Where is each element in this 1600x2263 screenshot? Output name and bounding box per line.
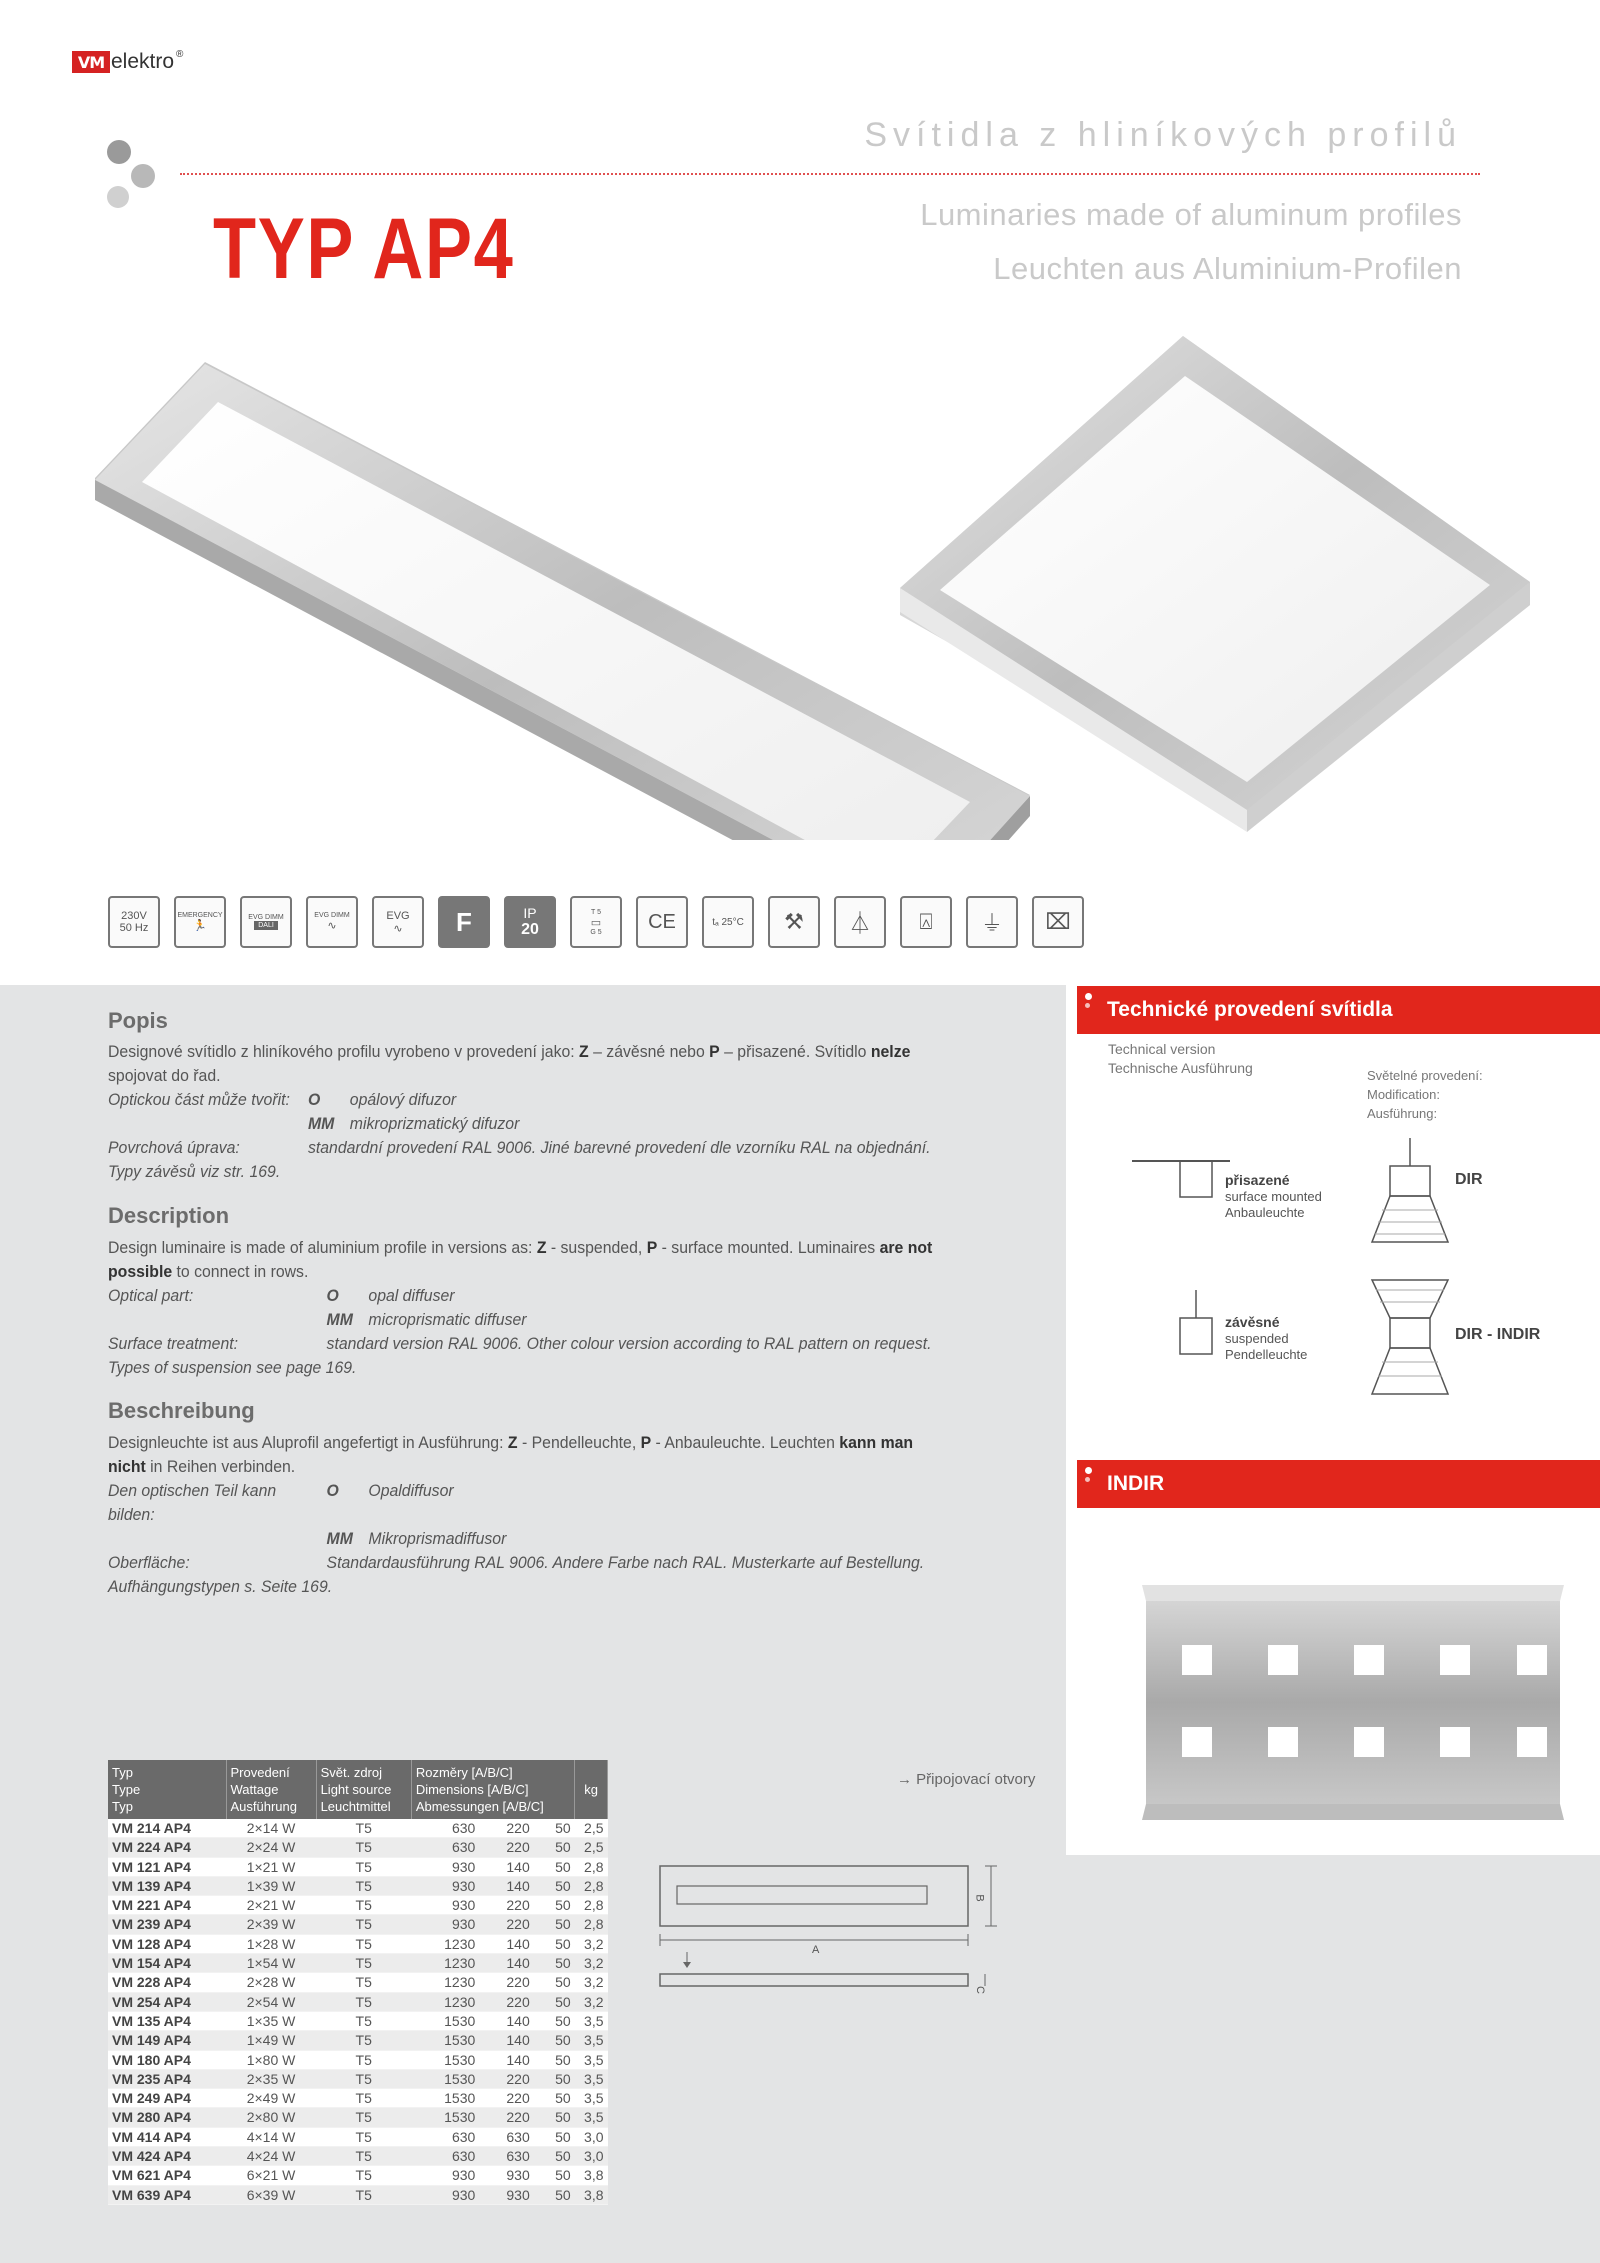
spec-table [108, 1760, 608, 2205]
table-cell: 220 [479, 1838, 533, 1857]
ip20-icon: IP 20 [504, 896, 556, 948]
table-cell: 140 [479, 2011, 533, 2030]
table-cell: 50 [534, 2166, 575, 2185]
table-cell: VM 149 AP4 [108, 2031, 226, 2050]
table-cell: 50 [534, 2050, 575, 2069]
table-cell: 6×39 W [226, 2185, 316, 2204]
table-cell: VM 221 AP4 [108, 1896, 226, 1915]
table-cell: T5 [316, 2031, 411, 2050]
table-cell: 220 [479, 2089, 533, 2108]
table-cell: VM 639 AP4 [108, 2185, 226, 2204]
table-row [108, 1954, 608, 1973]
table-cell: 220 [479, 1992, 533, 2011]
table-cell: 50 [534, 1954, 575, 1973]
table-row [108, 1915, 608, 1934]
feature-icon-row [108, 896, 1084, 948]
table-cell: 630 [479, 2147, 533, 2166]
table-cell: T5 [316, 1992, 411, 2011]
table-cell: 50 [534, 2185, 575, 2204]
table-cell: 50 [534, 1992, 575, 2011]
table-cell: 1×21 W [226, 1857, 316, 1876]
table-cell: T5 [316, 1934, 411, 1953]
table-cell: T5 [316, 2185, 411, 2204]
table-cell: 50 [534, 1934, 575, 1953]
table-cell: 220 [479, 1896, 533, 1915]
header-german: Leuchten aus Aluminium-Profilen [993, 251, 1462, 286]
table-row [108, 2147, 608, 2166]
table-cell: 1530 [411, 2089, 479, 2108]
table-cell: 50 [534, 2011, 575, 2030]
table-row [108, 2050, 608, 2069]
table-row [108, 1934, 608, 1953]
table-cell: 3,2 [575, 1992, 608, 2011]
page-title: TYP AP4 [213, 201, 515, 297]
table-cell: 3,5 [575, 2011, 608, 2030]
table-cell: 220 [479, 1973, 533, 1992]
table-cell: 1×80 W [226, 2050, 316, 2069]
table-cell: 2×80 W [226, 2108, 316, 2127]
table-row [108, 1838, 608, 1857]
logo-registered: ® [176, 48, 184, 60]
mount-ceiling-icon: ⏃ [834, 896, 886, 948]
table-cell: 1×54 W [226, 1954, 316, 1973]
table-cell: 2,8 [575, 1857, 608, 1876]
dim-a-label: A [812, 1944, 820, 1956]
evg-icon: EVG ∿ [372, 896, 424, 948]
table-cell: 1230 [411, 1934, 479, 1953]
table-cell: 1230 [411, 1954, 479, 1973]
table-cell: 220 [479, 1915, 533, 1934]
table-cell: 3,8 [575, 2166, 608, 2185]
table-cell: VM 254 AP4 [108, 1992, 226, 2011]
evg-dimm-icon: EVG DIMM ∿ [306, 896, 358, 948]
table-cell: 930 [479, 2166, 533, 2185]
hammer-icon: ⚒ [768, 896, 820, 948]
table-cell: 2,5 [575, 1838, 608, 1857]
light-down-icon: ⏚ [966, 896, 1018, 948]
ce-icon: CE [636, 896, 688, 948]
indir-bar: INDIR [1077, 1460, 1600, 1508]
table-row [108, 1819, 608, 1838]
table-cell: 2,8 [575, 1915, 608, 1934]
dir-label: DIR [1455, 1171, 1483, 1188]
table-cell: VM 239 AP4 [108, 1915, 226, 1934]
table-row [108, 2031, 608, 2050]
table-cell: 930 [479, 2185, 533, 2204]
table-cell: 930 [411, 1857, 479, 1876]
voltage-icon: 230V 50 Hz [108, 896, 160, 948]
table-cell: 3,2 [575, 1973, 608, 1992]
table-cell: 220 [479, 2069, 533, 2088]
table-cell: 2,8 [575, 1896, 608, 1915]
table-cell: 1×39 W [226, 1876, 316, 1895]
table-cell: 1×49 W [226, 2031, 316, 2050]
evg-dimm-dali-icon: EVG DIMM DALI [240, 896, 292, 948]
light-updown-icon: ⌧ [1032, 896, 1084, 948]
table-cell: VM 214 AP4 [108, 1819, 226, 1838]
table-cell: 2×14 W [226, 1819, 316, 1838]
tech-diagrams [1120, 1130, 1560, 1410]
table-cell: 3,0 [575, 2147, 608, 2166]
table-cell: 1530 [411, 2050, 479, 2069]
table-cell: 3,8 [575, 2185, 608, 2204]
indir-reflector-image [1142, 1585, 1564, 1820]
table-cell: 3,2 [575, 1934, 608, 1953]
dim-b-label: B [973, 1894, 986, 1902]
table-cell: 140 [479, 2050, 533, 2069]
table-cell: T5 [316, 2127, 411, 2146]
table-cell: T5 [316, 1954, 411, 1973]
beschreibung-text: Designleuchte ist aus Aluprofil angefertigt in Ausführung: Z - Pendelleuchte, P - Anbauleuchte. Leuchten kann man nicht in Reihen verbinden. Den optischen Teil kann bilden: O Opaldiffusor MM Mikroprismadiffusor Oberfläche: Standardausführung RAL 9006. Andere Farbe nach RAL. Musterkarte auf Bestellung. Aufhängungstypen s. Seite 169. [108, 1433, 925, 1596]
table-row [108, 1896, 608, 1915]
logo-mark: VM [72, 51, 110, 73]
t5-g5-icon: T 5 ▭ G 5 [570, 896, 622, 948]
table-cell: 50 [534, 1819, 575, 1838]
table-cell: 3,5 [575, 2069, 608, 2088]
table-cell: VM 224 AP4 [108, 1838, 226, 1857]
product-illustration [90, 320, 1550, 840]
table-row [108, 2127, 608, 2146]
table-cell: 2×39 W [226, 1915, 316, 1934]
description-heading: Description [108, 1203, 230, 1228]
table-cell: 630 [479, 2127, 533, 2146]
table-cell: 50 [534, 2089, 575, 2108]
table-cell: 3,5 [575, 2050, 608, 2069]
header-wattage: Provedení Wattage Ausführung [226, 1760, 316, 1819]
header-weight: kg [575, 1760, 608, 1819]
temperature-icon: tₐ 25°C [702, 896, 754, 948]
suspended-label: závěsné suspended Pendelleuchte [1225, 1314, 1308, 1362]
table-cell: VM 249 AP4 [108, 2089, 226, 2108]
table-cell: VM 424 AP4 [108, 2147, 226, 2166]
table-cell: T5 [316, 1973, 411, 1992]
surface-mounted-label: přisazené surface mounted Anbauleuchte [1225, 1172, 1322, 1220]
brand-logo [72, 50, 183, 74]
table-cell: T5 [316, 1819, 411, 1838]
table-cell: T5 [316, 2069, 411, 2088]
description-text: Design luminaire is made of aluminium profile in versions as: Z - suspended, P - surface mounted. Luminaires are not possible to connect in rows. Optical part: O opal diffuser MM microprismatic diffuser Surface treatment: standard version RAL 9006. Other colour version according to RAL pattern on request. Types of suspension see page 169. [108, 1238, 933, 1377]
table-cell: 630 [411, 2127, 479, 2146]
beschreibung-heading: Beschreibung [108, 1398, 255, 1423]
table-cell: 3,2 [575, 1954, 608, 1973]
table-cell: 50 [534, 2127, 575, 2146]
table-row [108, 1992, 608, 2011]
emergency-icon: EMERGENCY 🏃 [174, 896, 226, 948]
table-cell: VM 128 AP4 [108, 1934, 226, 1953]
table-cell: T5 [316, 1838, 411, 1857]
table-cell: T5 [316, 1915, 411, 1934]
table-cell: T5 [316, 2089, 411, 2108]
table-cell: 2×35 W [226, 2069, 316, 2088]
table-cell: 630 [411, 1819, 479, 1838]
table-cell: VM 621 AP4 [108, 2166, 226, 2185]
table-cell: 220 [479, 2108, 533, 2127]
mount-surface-icon: ⍓ [900, 896, 952, 948]
table-cell: 2×21 W [226, 1896, 316, 1915]
table-cell: 140 [479, 1876, 533, 1895]
dimension-drawing [655, 1858, 1000, 2008]
table-row [108, 2011, 608, 2030]
table-cell: 3,0 [575, 2127, 608, 2146]
tech-version-sub: Technical version Technische Ausführung [1108, 1041, 1253, 1076]
header-light-source: Svět. zdroj Light source Leuchtmittel [316, 1760, 411, 1819]
table-cell: T5 [316, 2108, 411, 2127]
table-cell: 2×24 W [226, 1838, 316, 1857]
table-cell: 1×28 W [226, 1934, 316, 1953]
table-cell: 50 [534, 1838, 575, 1857]
table-cell: 50 [534, 2147, 575, 2166]
table-cell: 2,8 [575, 1876, 608, 1895]
table-cell: 1530 [411, 2108, 479, 2127]
popis-heading: Popis [108, 1008, 168, 1033]
table-cell: T5 [316, 2050, 411, 2069]
table-cell: 930 [411, 1876, 479, 1895]
lower-right-background [1066, 1855, 1600, 2263]
table-cell: 50 [534, 1915, 575, 1934]
table-cell: 140 [479, 1934, 533, 1953]
table-cell: 4×24 W [226, 2147, 316, 2166]
table-cell: T5 [316, 1857, 411, 1876]
table-row [108, 2108, 608, 2127]
header-dimensions: Rozměry [A/B/C] Dimensions [A/B/C] Abmessungen [A/B/C] [411, 1760, 574, 1819]
table-cell: 50 [534, 2108, 575, 2127]
table-cell: 2×54 W [226, 1992, 316, 2011]
table-row [108, 2166, 608, 2185]
table-cell: 6×21 W [226, 2166, 316, 2185]
table-cell: 930 [411, 2185, 479, 2204]
table-cell: 1530 [411, 2031, 479, 2050]
table-cell: 630 [411, 2147, 479, 2166]
table-cell: 930 [411, 2166, 479, 2185]
modification-label: Světelné provedení: Modification: Ausführung: [1367, 1068, 1483, 1121]
table-cell: 4×14 W [226, 2127, 316, 2146]
table-cell: 50 [534, 1857, 575, 1876]
decorative-dots [105, 138, 165, 218]
table-row [108, 2089, 608, 2108]
table-cell: 3,5 [575, 2031, 608, 2050]
table-cell: 3,5 [575, 2089, 608, 2108]
table-row [108, 1857, 608, 1876]
f-mark-icon: F [438, 896, 490, 948]
table-cell: 2×49 W [226, 2089, 316, 2108]
table-cell: 930 [411, 1915, 479, 1934]
table-row [108, 2185, 608, 2204]
table-cell: VM 180 AP4 [108, 2050, 226, 2069]
table-cell: VM 121 AP4 [108, 1857, 226, 1876]
table-cell: 2,5 [575, 1819, 608, 1838]
table-cell: T5 [316, 2011, 411, 2030]
table-cell: T5 [316, 2147, 411, 2166]
table-cell: VM 280 AP4 [108, 2108, 226, 2127]
logo-text: elektro [111, 50, 175, 73]
table-cell: T5 [316, 2166, 411, 2185]
table-row [108, 2069, 608, 2088]
header-type: Typ Type Typ [108, 1760, 226, 1819]
table-cell: 2×28 W [226, 1973, 316, 1992]
table-cell: 140 [479, 1857, 533, 1876]
popis-text: Designové svítidlo z hliníkového profilu vyrobeno v provedení jako: Z – závěsné nebo P – přisazené. Svítidlo nelze spojovat do řad. Optickou část může tvořit: O opálový difuzor MM mikroprizmatický difuzor Povrchová úprava: standardní provedení RAL 9006. Jiné barevné provedení dle vzorníku RAL na objednání. Typy závěsů viz str. 169. [108, 1042, 931, 1181]
table-cell: T5 [316, 1896, 411, 1915]
table-cell: 50 [534, 1896, 575, 1915]
dim-c-label: C [973, 1986, 986, 1994]
table-cell: 140 [479, 2031, 533, 2050]
table-cell: VM 235 AP4 [108, 2069, 226, 2088]
table-cell: 140 [479, 1954, 533, 1973]
table-row [108, 1973, 608, 1992]
table-cell: 630 [411, 1838, 479, 1857]
table-cell: T5 [316, 1876, 411, 1895]
table-cell: 930 [411, 1896, 479, 1915]
table-cell: VM 228 AP4 [108, 1973, 226, 1992]
table-cell: VM 154 AP4 [108, 1954, 226, 1973]
header-english: Luminaries made of aluminum profiles [920, 197, 1462, 232]
connection-holes-note: → Připojovací otvory [897, 1771, 1036, 1788]
table-cell: VM 139 AP4 [108, 1876, 226, 1895]
table-cell: 50 [534, 1973, 575, 1992]
tech-version-bar: Technické provedení svítidla [1077, 986, 1600, 1034]
table-cell: 1×35 W [226, 2011, 316, 2030]
header-divider [180, 173, 1480, 175]
header-czech: Svítidla z hliníkových profilů [864, 116, 1462, 154]
table-cell: 3,5 [575, 2108, 608, 2127]
table-cell: VM 414 AP4 [108, 2127, 226, 2146]
table-cell: VM 135 AP4 [108, 2011, 226, 2030]
table-cell: 1530 [411, 2069, 479, 2088]
table-row [108, 1876, 608, 1895]
table-cell: 50 [534, 2069, 575, 2088]
table-cell: 50 [534, 1876, 575, 1895]
dir-indir-label: DIR - INDIR [1455, 1326, 1541, 1343]
table-cell: 220 [479, 1819, 533, 1838]
table-cell: 1530 [411, 2011, 479, 2030]
table-cell: 50 [534, 2031, 575, 2050]
table-cell: 1230 [411, 1973, 479, 1992]
table-cell: 1230 [411, 1992, 479, 2011]
